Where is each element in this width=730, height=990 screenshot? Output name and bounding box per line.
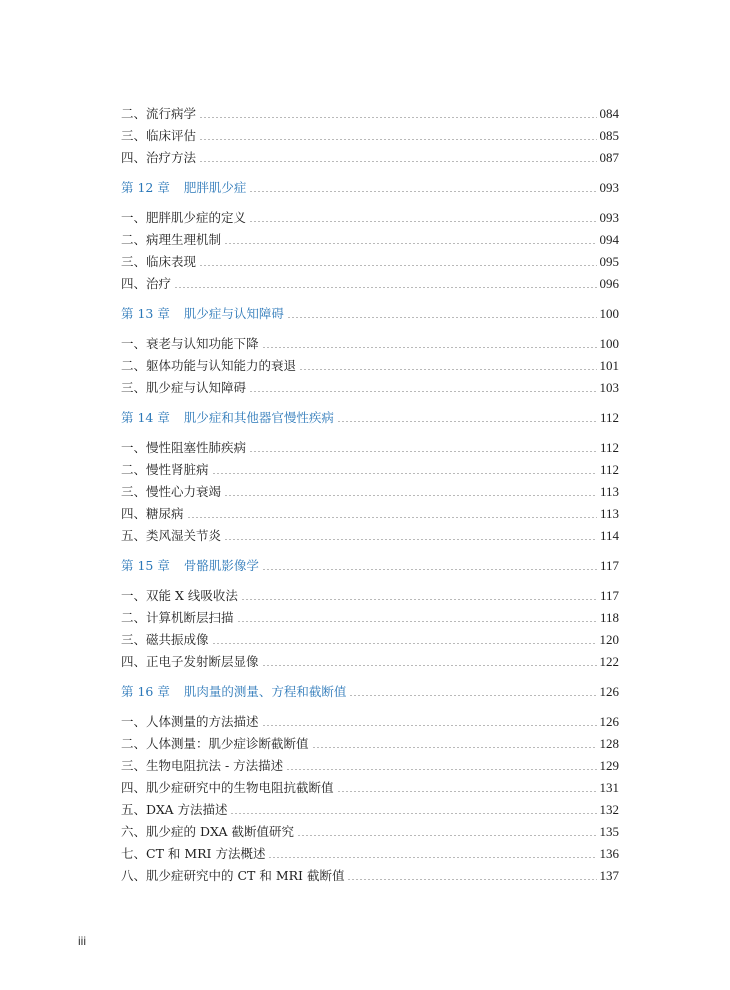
toc-entry-row[interactable] bbox=[121, 840, 619, 862]
toc-entry-row[interactable] bbox=[121, 626, 619, 648]
entry-title: 三、生物电阻抗法 - 方法描述 bbox=[121, 758, 284, 773]
entry-page-number: 120 bbox=[599, 632, 619, 647]
chapter-heading bbox=[121, 558, 262, 574]
dot-leader bbox=[262, 665, 597, 666]
toc-chapter-row[interactable] bbox=[121, 678, 619, 700]
entry-page-number: 113 bbox=[599, 484, 619, 499]
entry-page-number: 131 bbox=[599, 780, 619, 795]
toc-entry-row[interactable] bbox=[121, 774, 619, 796]
chapter-heading bbox=[121, 410, 337, 426]
entry-page-number: 084 bbox=[599, 106, 619, 121]
chapter-page-number: 117 bbox=[599, 558, 619, 573]
entry-page-number: 113 bbox=[599, 506, 619, 521]
dot-leader bbox=[237, 621, 597, 622]
dot-leader bbox=[241, 599, 597, 600]
chapter-title: 肌少症与认知障碍 bbox=[183, 306, 284, 321]
chapter-page-number: 112 bbox=[599, 410, 619, 425]
dot-leader bbox=[174, 287, 596, 288]
toc-entry-row[interactable] bbox=[121, 752, 619, 774]
page-folio: iii bbox=[78, 934, 86, 948]
chapter-heading bbox=[121, 306, 287, 322]
entry-page-number: 122 bbox=[599, 654, 619, 669]
entry-title: 一、双能 X 线吸收法 bbox=[121, 588, 238, 603]
chapter-number: 第 16 章 bbox=[121, 684, 170, 699]
entry-page-number: 132 bbox=[599, 802, 619, 817]
entry-title: 三、临床评估 bbox=[121, 128, 197, 143]
toc-entry-row[interactable] bbox=[121, 730, 619, 752]
dot-leader bbox=[262, 569, 597, 570]
entry-page-number: 126 bbox=[599, 714, 619, 729]
toc-entry-row[interactable] bbox=[121, 604, 619, 626]
entry-page-number: 117 bbox=[599, 588, 619, 603]
dot-leader bbox=[230, 813, 596, 814]
entry-page-number: 095 bbox=[599, 254, 619, 269]
toc-entry-row[interactable] bbox=[121, 374, 619, 396]
toc-entry-row[interactable] bbox=[121, 648, 619, 670]
toc-entry-row[interactable] bbox=[121, 796, 619, 818]
dot-leader bbox=[199, 117, 596, 118]
toc-entry-row[interactable] bbox=[121, 248, 619, 270]
chapter-heading bbox=[121, 684, 349, 700]
entry-page-number: 112 bbox=[599, 440, 619, 455]
toc-entry-row[interactable] bbox=[121, 352, 619, 374]
entry-title: 二、躯体功能与认知能力的衰退 bbox=[121, 358, 297, 373]
dot-leader bbox=[337, 421, 597, 422]
entry-title: 四、治疗方法 bbox=[121, 150, 197, 165]
dot-leader bbox=[199, 161, 596, 162]
dot-leader bbox=[224, 539, 597, 540]
entry-title: 三、磁共振成像 bbox=[121, 632, 209, 647]
dot-leader bbox=[212, 643, 597, 644]
toc-entry-row[interactable] bbox=[121, 122, 619, 144]
entry-page-number: 100 bbox=[599, 336, 619, 351]
dot-leader bbox=[199, 265, 596, 266]
entry-page-number: 101 bbox=[599, 358, 619, 373]
entry-page-number: 128 bbox=[599, 736, 619, 751]
toc-entry-row[interactable] bbox=[121, 456, 619, 478]
entry-title: 四、肌少症研究中的生物电阻抗截断值 bbox=[121, 780, 334, 795]
entry-title: 八、肌少症研究中的 CT 和 MRI 截断值 bbox=[121, 868, 345, 883]
entry-page-number: 118 bbox=[599, 610, 619, 625]
entry-title: 一、肥胖肌少症的定义 bbox=[121, 210, 247, 225]
entry-page-number: 085 bbox=[599, 128, 619, 143]
table-of-contents bbox=[121, 100, 619, 884]
dot-leader bbox=[224, 495, 597, 496]
toc-entry-row[interactable] bbox=[121, 818, 619, 840]
toc-entry-row[interactable] bbox=[121, 478, 619, 500]
dot-leader bbox=[249, 191, 596, 192]
entry-title: 五、DXA 方法描述 bbox=[121, 802, 228, 817]
entry-page-number: 096 bbox=[599, 276, 619, 291]
entry-title: 四、正电子发射断层显像 bbox=[121, 654, 259, 669]
toc-chapter-row[interactable] bbox=[121, 300, 619, 322]
toc-chapter-row[interactable] bbox=[121, 552, 619, 574]
dot-leader bbox=[312, 747, 597, 748]
entry-title: 三、临床表现 bbox=[121, 254, 197, 269]
chapter-number: 第 12 章 bbox=[121, 180, 170, 195]
chapter-number: 第 15 章 bbox=[121, 558, 170, 573]
entry-title: 四、糖尿病 bbox=[121, 506, 184, 521]
dot-leader bbox=[268, 857, 596, 858]
toc-entry-row[interactable] bbox=[121, 226, 619, 248]
toc-entry-row[interactable] bbox=[121, 522, 619, 544]
chapter-page-number: 126 bbox=[599, 684, 619, 699]
dot-leader bbox=[212, 473, 597, 474]
dot-leader bbox=[249, 391, 596, 392]
entry-title: 二、计算机断层扫描 bbox=[121, 610, 234, 625]
entry-title: 四、治疗 bbox=[121, 276, 172, 291]
entry-title: 六、肌少症的 DXA 截断值研究 bbox=[121, 824, 294, 839]
entry-page-number: 137 bbox=[599, 868, 619, 883]
entry-page-number: 103 bbox=[599, 380, 619, 395]
entry-page-number: 114 bbox=[599, 528, 619, 543]
dot-leader bbox=[337, 791, 597, 792]
entry-title: 二、人体测量：肌少症诊断截断值 bbox=[121, 736, 309, 751]
entry-page-number: 129 bbox=[599, 758, 619, 773]
chapter-title: 肥胖肌少症 bbox=[183, 180, 247, 195]
entry-title: 二、流行病学 bbox=[121, 106, 197, 121]
chapter-title: 肌肉量的测量、方程和截断值 bbox=[183, 684, 347, 699]
entry-page-number: 112 bbox=[599, 462, 619, 477]
toc-entry-row[interactable] bbox=[121, 500, 619, 522]
dot-leader bbox=[299, 369, 596, 370]
chapter-title: 肌少症和其他器官慢性疾病 bbox=[183, 410, 334, 425]
toc-entry-row[interactable] bbox=[121, 708, 619, 730]
dot-leader bbox=[349, 695, 596, 696]
entry-title: 一、衰老与认知功能下降 bbox=[121, 336, 259, 351]
dot-leader bbox=[224, 243, 596, 244]
chapter-number: 第 14 章 bbox=[121, 410, 170, 425]
entry-title: 五、类风湿关节炎 bbox=[121, 528, 222, 543]
chapter-heading bbox=[121, 180, 249, 196]
toc-entry-row[interactable] bbox=[121, 270, 619, 292]
toc-entry-row[interactable] bbox=[121, 582, 619, 604]
dot-leader bbox=[287, 317, 597, 318]
dot-leader bbox=[286, 769, 596, 770]
dot-leader bbox=[262, 347, 597, 348]
dot-leader bbox=[249, 451, 597, 452]
dot-leader bbox=[199, 139, 596, 140]
dot-leader bbox=[347, 879, 596, 880]
entry-page-number: 093 bbox=[599, 210, 619, 225]
toc-chapter-row[interactable] bbox=[121, 174, 619, 196]
entry-title: 二、慢性肾脏病 bbox=[121, 462, 209, 477]
dot-leader bbox=[262, 725, 597, 726]
entry-title: 二、病理生理机制 bbox=[121, 232, 222, 247]
entry-page-number: 136 bbox=[599, 846, 619, 861]
chapter-number: 第 13 章 bbox=[121, 306, 170, 321]
chapter-title: 骨骼肌影像学 bbox=[183, 558, 259, 573]
dot-leader bbox=[297, 835, 597, 836]
dot-leader bbox=[187, 517, 597, 518]
entry-page-number: 135 bbox=[599, 824, 619, 839]
toc-entry-row[interactable] bbox=[121, 862, 619, 884]
toc-entry-row[interactable] bbox=[121, 330, 619, 352]
dot-leader bbox=[249, 221, 596, 222]
chapter-page-number: 100 bbox=[599, 306, 619, 321]
entry-page-number: 087 bbox=[599, 150, 619, 165]
entry-title: 一、人体测量的方法描述 bbox=[121, 714, 259, 729]
entry-title: 三、肌少症与认知障碍 bbox=[121, 380, 247, 395]
toc-chapter-row[interactable] bbox=[121, 404, 619, 426]
chapter-page-number: 093 bbox=[599, 180, 619, 195]
entry-title: 三、慢性心力衰竭 bbox=[121, 484, 222, 499]
toc-entry-row[interactable] bbox=[121, 100, 619, 122]
entry-page-number: 094 bbox=[599, 232, 619, 247]
toc-entry-row[interactable] bbox=[121, 434, 619, 456]
toc-entry-row[interactable] bbox=[121, 144, 619, 166]
toc-entry-row[interactable] bbox=[121, 204, 619, 226]
entry-title: 七、CT 和 MRI 方法概述 bbox=[121, 846, 266, 861]
entry-title: 一、慢性阻塞性肺疾病 bbox=[121, 440, 247, 455]
